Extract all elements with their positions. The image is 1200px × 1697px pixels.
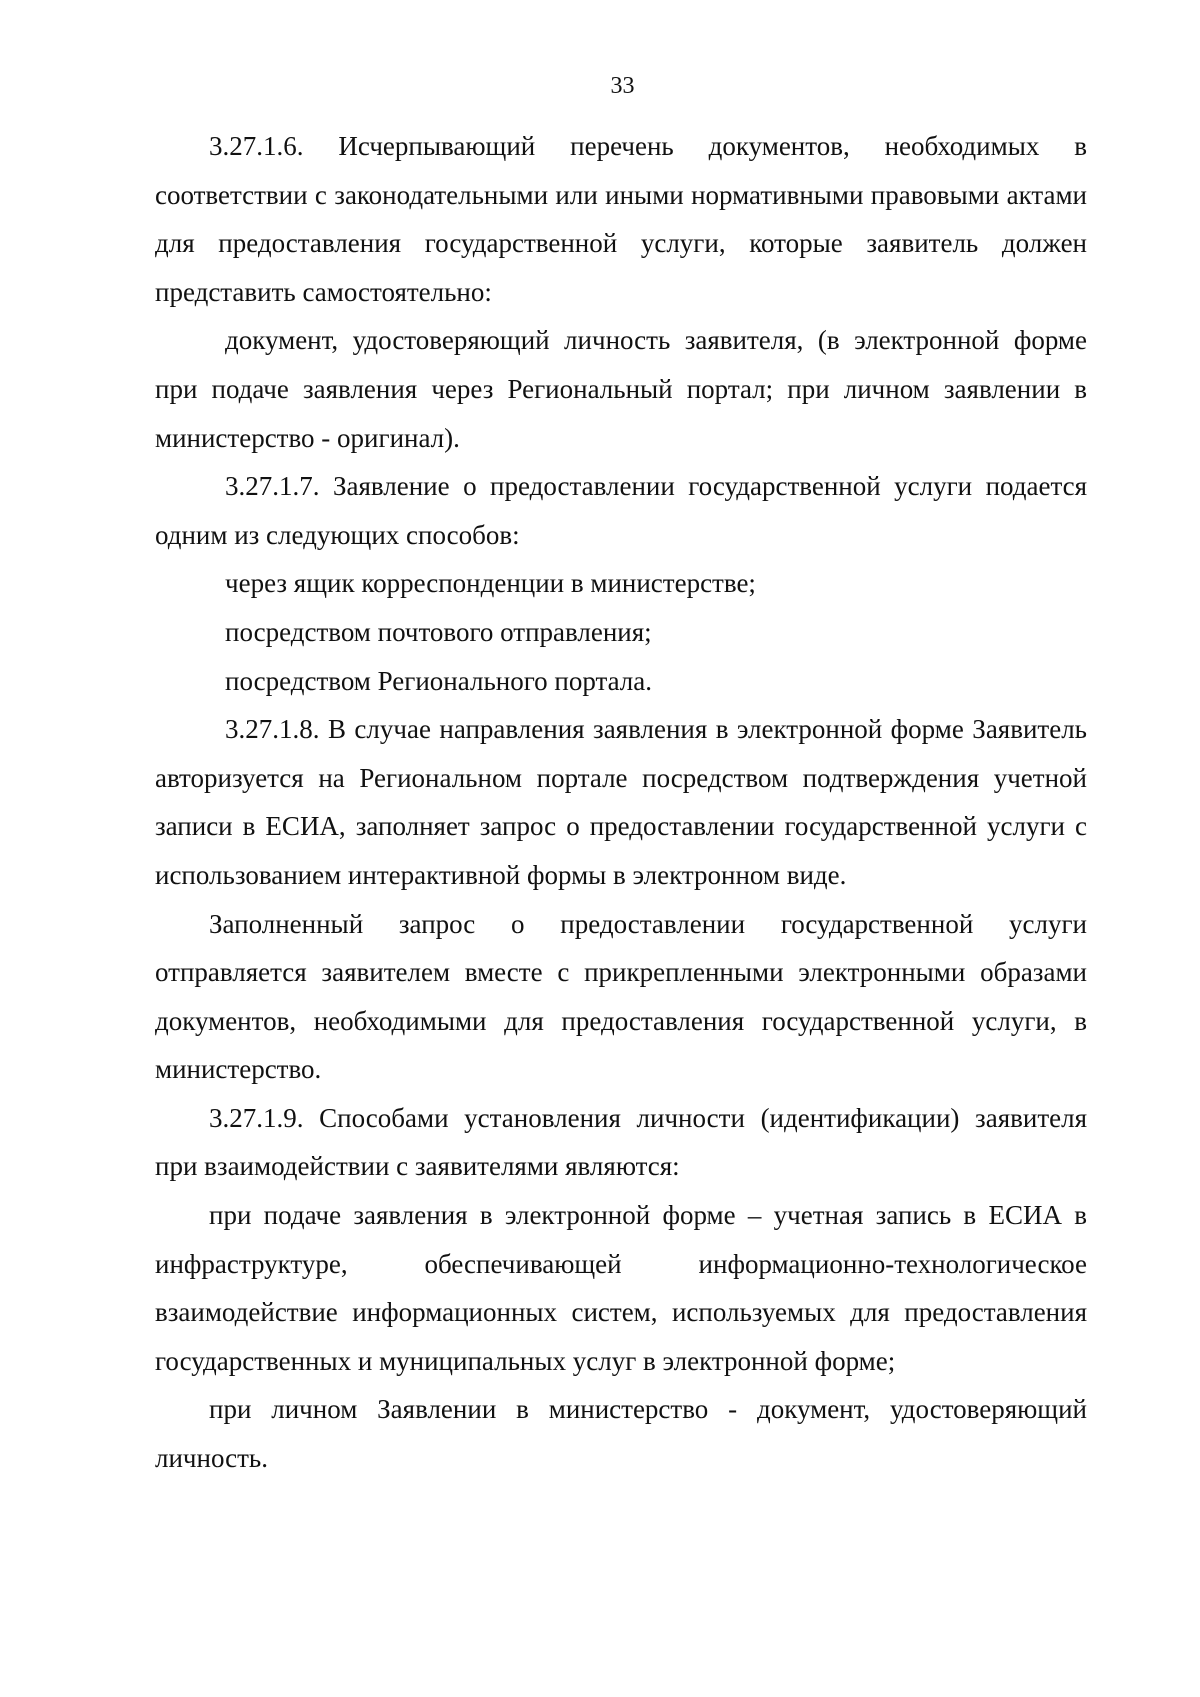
paragraph-3-27-1-9: 3.27.1.9. Способами установления личности (идентификации) заявителя при взаимодействии с заявителями являются:	[155, 1102, 1087, 1182]
paragraph-electronic-identification: при подаче заявления в электронной форме – учетная запись в ЕСИА в инфраструктуре, обеспечивающей информационно-технологическое взаимодействие информационных систем, используемых для предоставления государственных и муниципальных услуг в электронной форме;	[155, 1200, 1087, 1376]
list-item-correspondence-box: через ящик корреспонденции в министерстве;	[225, 568, 756, 599]
paragraph-3-27-1-7: 3.27.1.7. Заявление о предоставлении государственной услуги подается одним из следующих способов:	[155, 471, 1087, 550]
paragraph-3-27-1-6: 3.27.1.6. Исчерпывающий перечень документов, необходимых в соответствии с законодательными или иными нормативными правовыми актами для предоставления государственной услуги, которые заявитель должен представить самостоятельно:	[155, 131, 1087, 307]
paragraph-filled-request: Заполненный запрос о предоставлении государственной услуги отправляется заявителем вместе с прикрепленными электронными образами документов, необходимыми для предоставления государственной услуги, в министерство.	[155, 908, 1087, 1085]
paragraph-3-27-1-8: 3.27.1.8. В случае направления заявления в электронной форме Заявитель авторизуется на Региональном портале посредством подтверждения учетной записи в ЕСИА, заполняет запрос о предоставлении государственной услуги с использованием интерактивной формы в электронном виде.	[155, 714, 1087, 890]
paragraph-personal-application: при личном Заявлении в министерство - документ, удостоверяющий личность.	[155, 1394, 1087, 1474]
paragraph-identity-document: документ, удостоверяющий личность заявителя, (в электронной форме при подаче заявления через Региональный портал; при личном заявлении в министерство - оригинал).	[155, 325, 1087, 453]
page-number: 33	[610, 73, 635, 99]
document-body	[155, 122, 1087, 1483]
list-item-regional-portal: посредством Регионального портала.	[225, 665, 653, 696]
list-item-postal: посредством почтового отправления;	[225, 616, 652, 647]
